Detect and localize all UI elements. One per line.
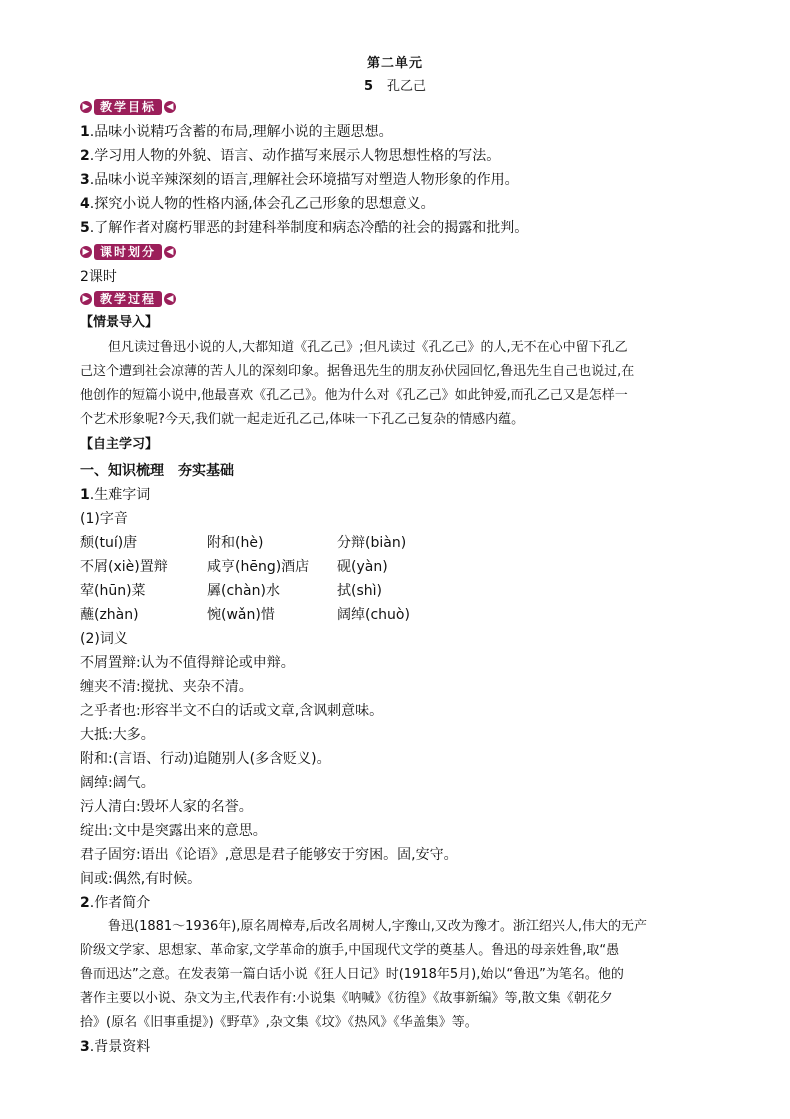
item-heading: 2.作者简介 xyxy=(80,895,151,911)
banner-label: 课时划分 xyxy=(94,244,162,260)
sub-heading: (2)词义 xyxy=(80,631,128,647)
banner-right-arrow-icon: ◀ xyxy=(164,246,176,258)
lesson-title-line xyxy=(0,75,790,94)
meaning-item: 污人清白:毁坏人家的名誉。 xyxy=(80,799,253,815)
meaning-item: 之乎者也:形容半文不白的话或文章,含讽刺意味。 xyxy=(80,703,384,719)
pron-cell: 分辩(biàn) xyxy=(337,535,407,551)
section-heading: 一、知识梳理 夯实基础 xyxy=(80,463,234,479)
item-heading: 1.生难字词 xyxy=(80,487,151,503)
pron-cell: 不屑(xiè)置辩 xyxy=(80,559,168,575)
banner-teaching-goals xyxy=(80,98,176,116)
paragraph-line: 己这个遭到社会凉薄的苦人儿的深刻印象。据鲁迅先生的朋友孙伏园回忆,鲁迅先生自己也说过,在 xyxy=(80,364,635,379)
item-heading: 3.背景资料 xyxy=(80,1039,151,1055)
banner-right-arrow-icon: ◀ xyxy=(164,293,176,305)
sub-heading: (1)字音 xyxy=(80,511,128,527)
paragraph-line: 阶级文学家、思想家、革命家,文学革命的旗手,中国现代文学的奠基人。鲁迅的母亲姓鲁,取“愚 xyxy=(80,943,620,958)
paragraph-line: 个艺术形象呢?今天,我们就一起走近孔乙己,体味一下孔乙己复杂的情感内蕴。 xyxy=(80,412,525,427)
meaning-item: 阔绰:阔气。 xyxy=(80,775,155,791)
paragraph-line: 鲁迅(1881～1936年),原名周樟寿,后改名周树人,字豫山,又改为豫才。浙江绍兴人,伟大的无产 xyxy=(108,919,647,934)
paragraph-line: 他创作的短篇小说中,他最喜欢《孔乙己》。他为什么对《孔乙己》如此钟爱,而孔乙己又是怎样一 xyxy=(80,388,628,403)
meaning-item: 不屑置辩:认为不值得辩论或申辩。 xyxy=(80,655,295,671)
section-self-study-title: 【自主学习】 xyxy=(80,437,159,452)
goal-item: 4.探究小说人物的性格内涵,体会孔乙己形象的思想意义。 xyxy=(80,196,435,212)
lesson-title: 孔乙己 xyxy=(387,79,427,94)
goal-item: 1.品味小说精巧含蓄的布局,理解小说的主题思想。 xyxy=(80,124,393,140)
pron-cell: 拭(shì) xyxy=(337,583,382,599)
goal-item: 2.学习用人物的外貌、语言、动作描写来展示人物思想性格的写法。 xyxy=(80,148,501,164)
banner-left-arrow-icon: ▶ xyxy=(80,246,92,258)
paragraph-line: 拾》(原名《旧事重提》)《野草》,杂文集《坟》《热风》《华盖集》等。 xyxy=(80,1015,478,1030)
meaning-item: 绽出:文中是突露出来的意思。 xyxy=(80,823,267,839)
paragraph-line: 著作主要以小说、杂文为主,代表作有:小说集《呐喊》《彷徨》《故事新编》等,散文集《朝花夕 xyxy=(80,991,613,1006)
section-scene-intro-title: 【情景导入】 xyxy=(80,315,159,330)
lesson-number: 5 xyxy=(363,79,374,94)
pron-cell: 附和(hè) xyxy=(207,535,264,551)
banner-label: 教学目标 xyxy=(94,99,162,115)
banner-label: 教学过程 xyxy=(94,291,162,307)
pron-cell: 蘸(zhàn) xyxy=(80,607,139,623)
paragraph-line: 鲁而迅达”之意。在发表第一篇白话小说《狂人日记》时(1918年5月),始以“鲁迅”为笔名。他的 xyxy=(80,967,624,982)
pron-cell: 咸亨(hēng)酒店 xyxy=(207,559,310,575)
pron-cell: 砚(yàn) xyxy=(337,559,388,575)
pron-cell: 惋(wǎn)惜 xyxy=(207,607,275,623)
meaning-item: 君子固穷:语出《论语》,意思是君子能够安于穷困。固,安守。 xyxy=(80,847,458,863)
pron-cell: 羼(chàn)水 xyxy=(207,583,280,599)
meaning-item: 附和:(言语、行动)追随别人(多含贬义)。 xyxy=(80,751,331,767)
banner-left-arrow-icon: ▶ xyxy=(80,293,92,305)
meaning-item: 间或:偶然,有时候。 xyxy=(80,871,202,887)
banner-left-arrow-icon: ▶ xyxy=(80,101,92,113)
paragraph-line: 但凡读过鲁迅小说的人,大都知道《孔乙己》;但凡读过《孔乙己》的人,无不在心中留下孔乙 xyxy=(108,340,628,355)
banner-teaching-process xyxy=(80,290,176,308)
meaning-item: 缠夹不清:搅扰、夹杂不清。 xyxy=(80,679,253,695)
banner-right-arrow-icon: ◀ xyxy=(164,101,176,113)
meaning-item: 大抵:大多。 xyxy=(80,727,155,743)
pron-cell: 颓(tuí)唐 xyxy=(80,535,138,551)
pron-cell: 阔绰(chuò) xyxy=(337,607,410,623)
pron-cell: 荤(hūn)菜 xyxy=(80,583,146,599)
goal-item: 5.了解作者对腐朽罪恶的封建科举制度和病态冷酷的社会的揭露和批判。 xyxy=(80,220,529,236)
unit-title: 第二单元 xyxy=(366,56,423,71)
banner-class-hours xyxy=(80,243,176,261)
class-hours-text: 2课时 xyxy=(80,269,117,285)
goal-item: 3.品味小说辛辣深刻的语言,理解社会环境描写对塑造人物形象的作用。 xyxy=(80,172,519,188)
